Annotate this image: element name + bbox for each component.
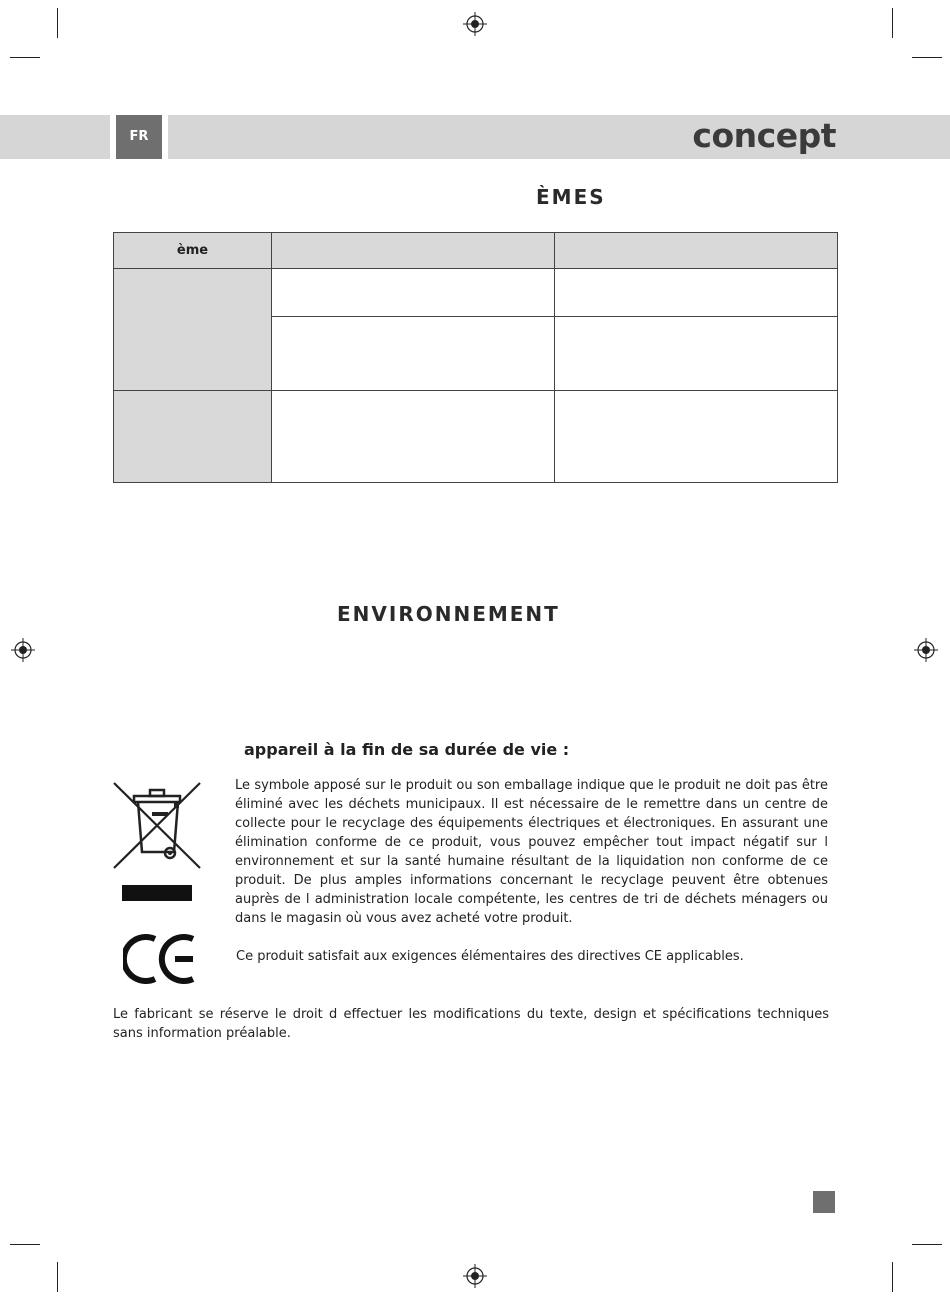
registration-mark-icon <box>463 12 487 36</box>
ce-mark-icon <box>123 933 197 985</box>
registration-mark-icon <box>463 1264 487 1288</box>
crop-mark <box>10 1244 40 1245</box>
table-cell <box>272 269 555 317</box>
header-band <box>0 115 110 159</box>
table-cell <box>555 269 838 317</box>
language-tab: FR <box>116 115 162 159</box>
registration-mark-icon <box>11 638 35 662</box>
ce-statement: Ce produit satisfait aux exigences élémentaires des directives CE applicables. <box>236 949 744 964</box>
disposal-subheading: appareil à la fin de sa durée de vie : <box>244 740 570 759</box>
crop-mark <box>912 1244 942 1245</box>
weee-crossed-bin-icon <box>112 780 204 904</box>
table-header-cell: ème <box>114 233 272 269</box>
table-header-cell <box>272 233 555 269</box>
troubleshooting-title: ÈMES <box>536 185 606 209</box>
crop-mark <box>10 57 40 58</box>
crop-mark <box>57 8 58 38</box>
table-header-cell <box>555 233 838 269</box>
crop-mark <box>57 1262 58 1292</box>
table-row <box>114 391 838 483</box>
table-cell <box>272 317 555 391</box>
disposal-paragraph: Le symbole apposé sur le produit ou son emballage indique que le produit ne doit pas être éliminé avec les déchets municipaux. Il est nécessaire de le remettre dans un centre de collecte pour le recyclage des équipements électriques et électroniques. En assurant une élimination conforme de ce produit, vous pouvez empêcher tout impact négatif sur l environnement et sur la santé humaine résultant de la liquidation non conforme de ce produit. De plus amples informations concernant le recyclage peuvent être obtenues auprès de l administration locale compétente, les centres de tri de déchets ménagers ou dans le magasin où vous avez acheté votre produit. <box>235 778 828 926</box>
crop-mark <box>892 1262 893 1292</box>
table-cell <box>555 317 838 391</box>
disclaimer-paragraph: Le fabricant se réserve le droit d effectuer les modifications du texte, design et spécifications techniques sans information préalable. <box>113 1007 829 1041</box>
page-marker <box>813 1191 835 1213</box>
table-cell <box>114 391 272 483</box>
crop-mark <box>892 8 893 38</box>
troubleshooting-table <box>113 232 838 483</box>
crop-mark <box>912 57 942 58</box>
registration-mark-icon <box>914 638 938 662</box>
table-cell <box>114 269 272 391</box>
brand-logo: concept <box>692 116 836 155</box>
table-row <box>114 269 838 317</box>
table-header-row <box>114 233 838 269</box>
table-cell <box>555 391 838 483</box>
table-cell <box>272 391 555 483</box>
environment-title: ENVIRONNEMENT <box>337 602 560 626</box>
